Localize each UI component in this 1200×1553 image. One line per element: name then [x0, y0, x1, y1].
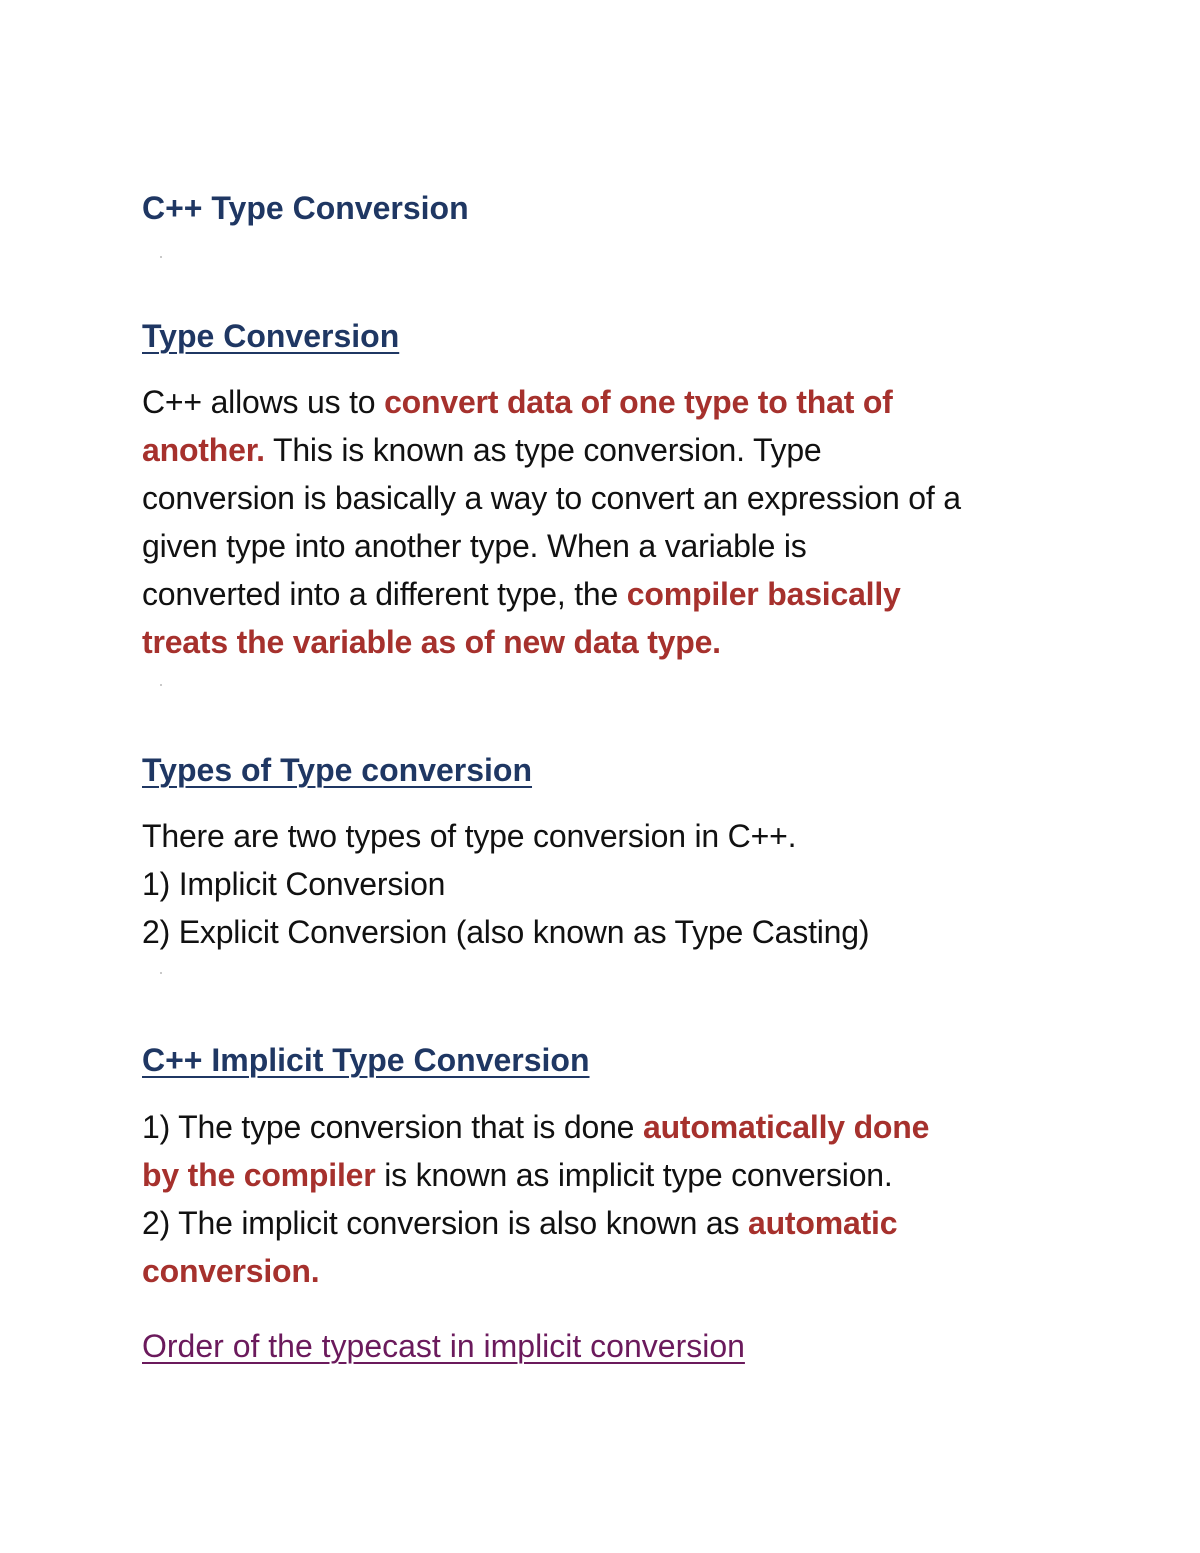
text-run: 1) The type conversion that is done	[142, 1109, 643, 1145]
highlight-text: by the compiler	[142, 1157, 376, 1193]
list-item: There are two types of type conversion in C++.	[142, 818, 797, 854]
paragraph-line	[142, 378, 1102, 426]
typecast-order-link[interactable]: Order of the typecast in implicit conversion	[142, 1328, 745, 1364]
document-title: C++ Type Conversion	[142, 190, 469, 226]
highlight-text: treats the variable as of new data type.	[142, 624, 721, 660]
highlight-text: automatic	[747, 1205, 898, 1241]
paragraph-line	[142, 1199, 1102, 1247]
paragraph-line: conversion is basically a way to convert an expression of a	[142, 480, 961, 516]
highlight-text: another.	[142, 432, 265, 468]
list-item: 2) Explicit Conversion (also known as Type Casting)	[142, 914, 870, 950]
text-run: C++ allows us to	[142, 384, 385, 420]
highlight-text: convert data of one type to that of	[384, 384, 893, 420]
highlight-text: automatically done	[642, 1109, 930, 1145]
section-heading-type-conversion: Type Conversion	[142, 318, 400, 354]
paragraph-line	[142, 1151, 1102, 1199]
section-heading-implicit-conversion: C++ Implicit Type Conversion	[142, 1042, 590, 1078]
paragraph-line	[142, 426, 1102, 474]
types-list	[142, 812, 1102, 956]
decorative-dot	[160, 972, 162, 974]
list-item: 1) Implicit Conversion	[142, 866, 446, 902]
text-run: is known as implicit type conversion.	[375, 1157, 893, 1193]
decorative-dot	[160, 684, 162, 686]
paragraph-line: given type into another type. When a variable is	[142, 528, 807, 564]
decorative-dot	[160, 256, 162, 258]
section-heading-types-of-conversion: Types of Type conversion	[142, 752, 533, 788]
paragraph-line	[142, 570, 1102, 618]
text-run: This is known as type conversion. Type	[264, 432, 822, 468]
highlight-text: compiler basically	[626, 576, 901, 612]
text-run: converted into a different type, the	[142, 576, 627, 612]
text-run: 2) The implicit conversion is also known as	[142, 1205, 748, 1241]
highlight-text: conversion.	[142, 1253, 320, 1289]
type-conversion-paragraph	[142, 378, 1102, 666]
implicit-conversion-paragraph	[142, 1103, 1102, 1295]
paragraph-line	[142, 1103, 1102, 1151]
